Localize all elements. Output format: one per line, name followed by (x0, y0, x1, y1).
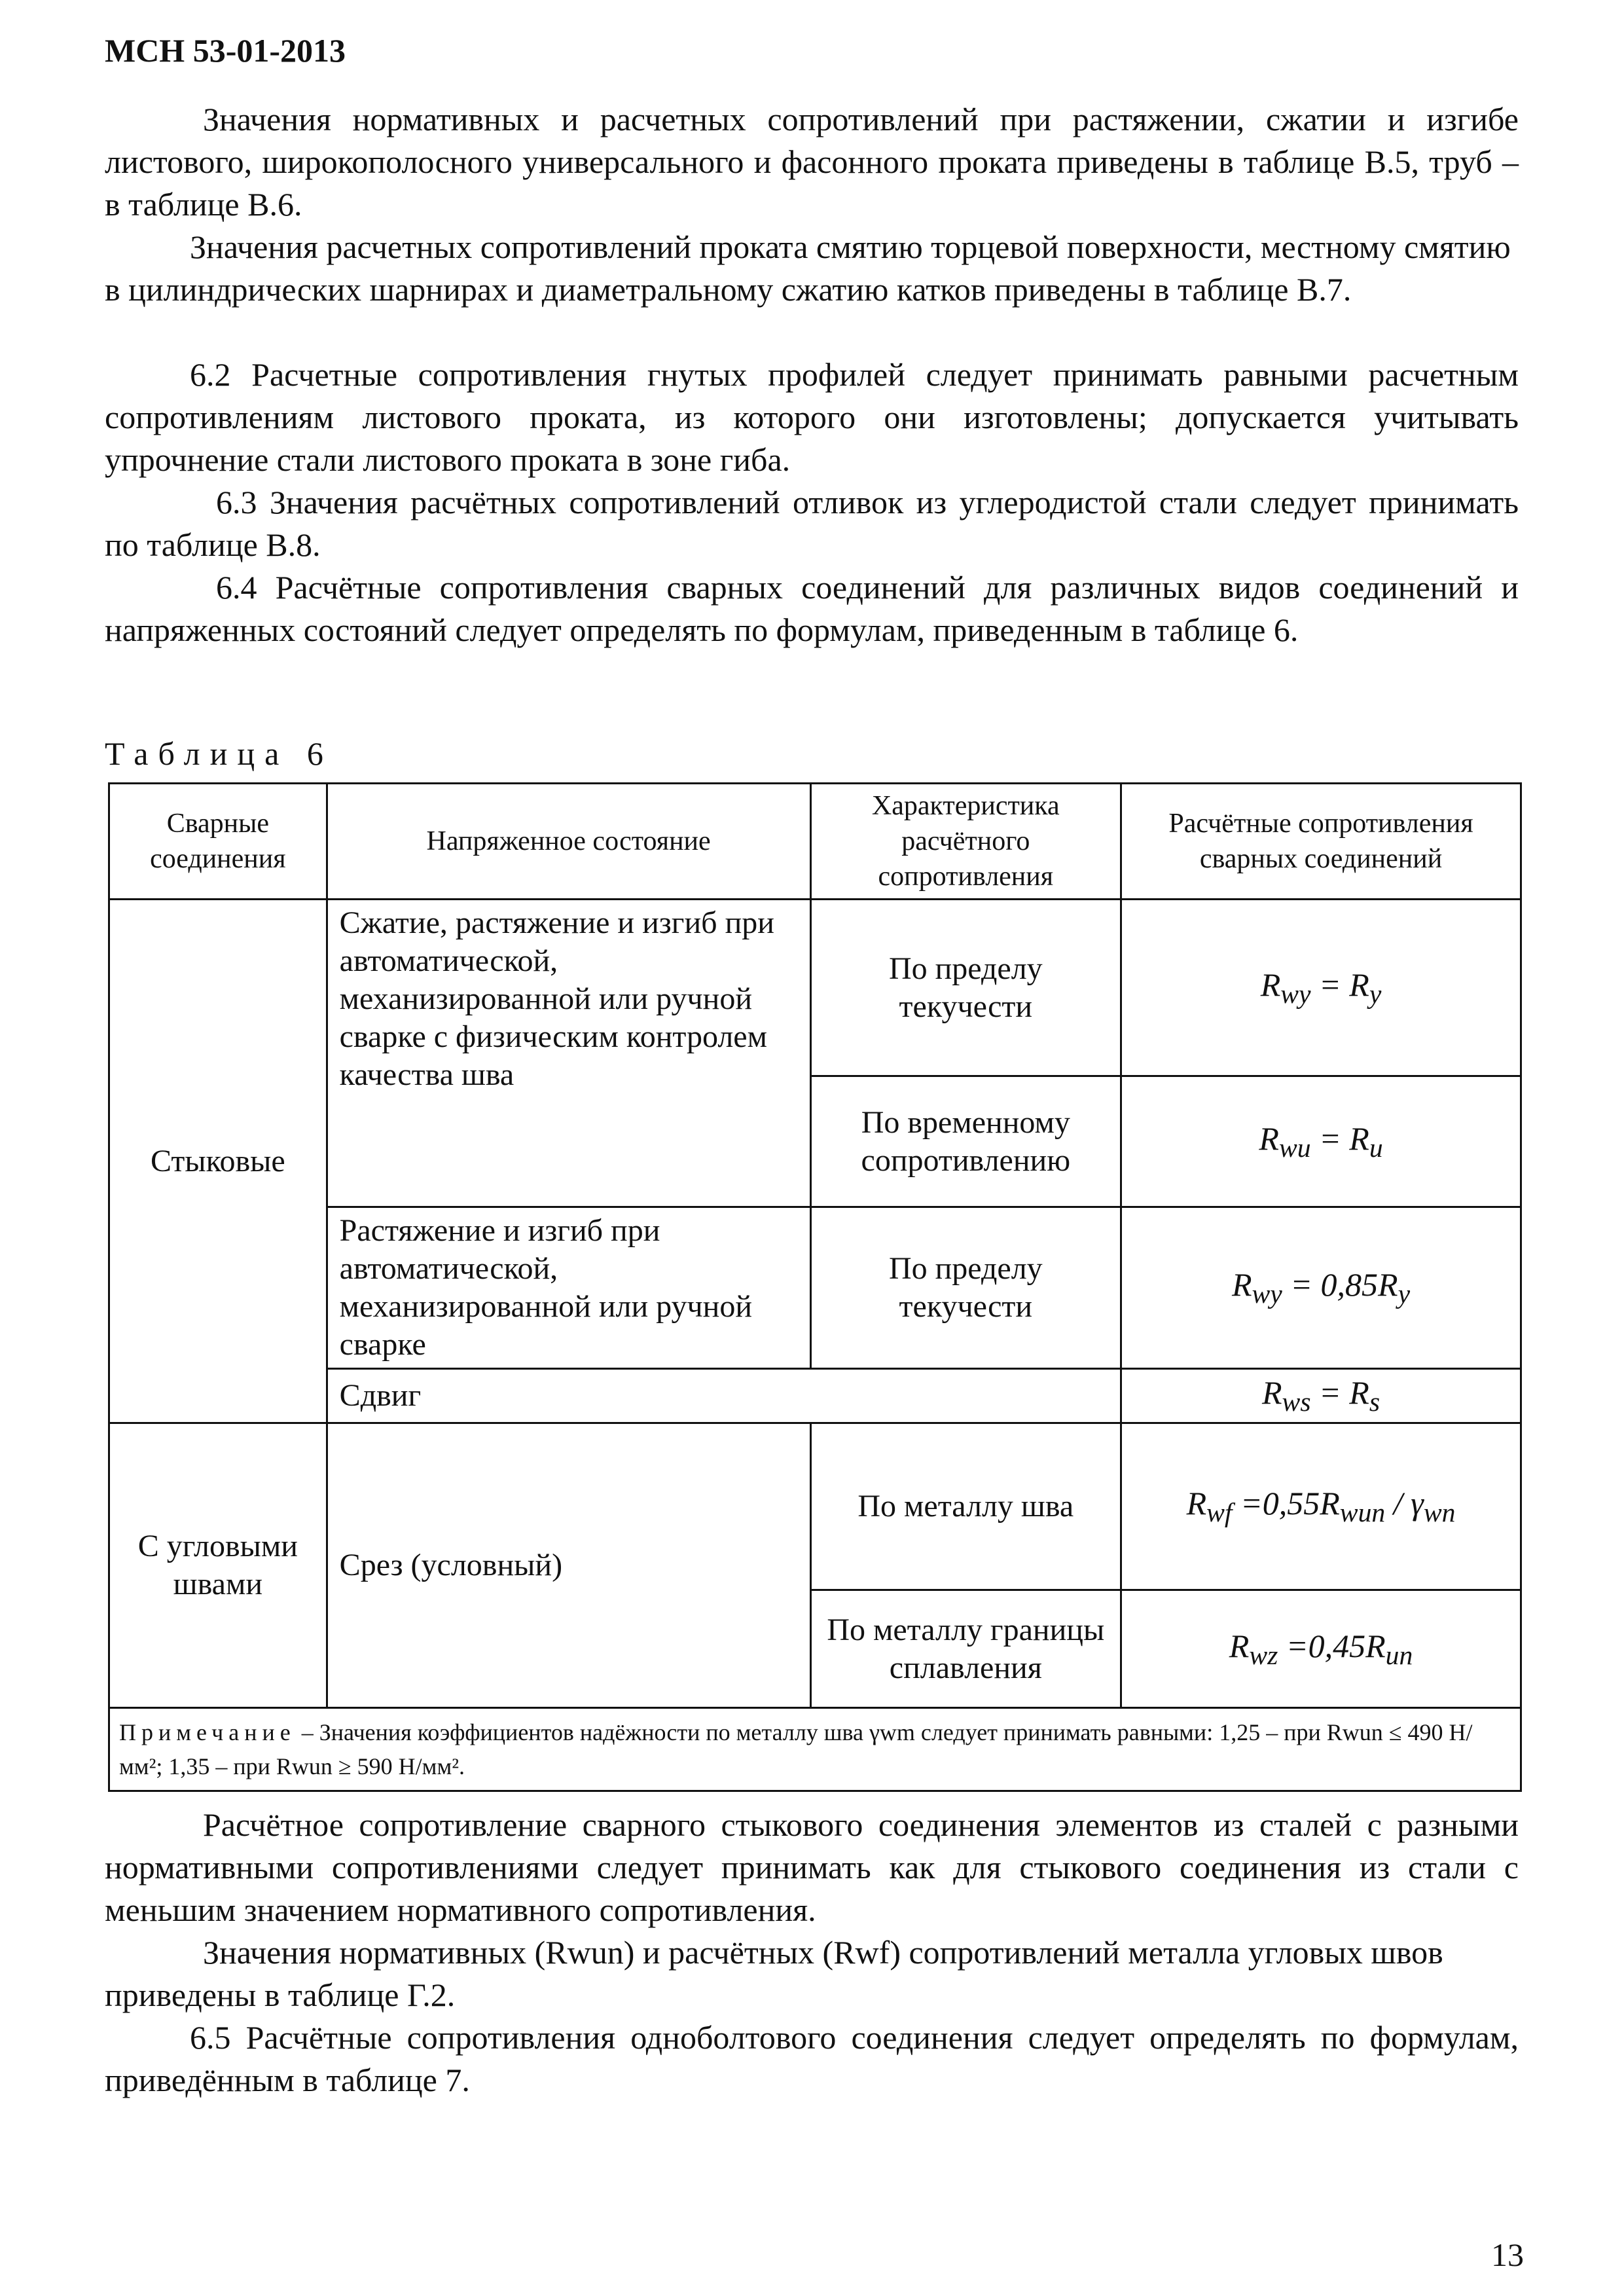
header-resistance-characteristic: Характеристика расчётного сопротивления (810, 784, 1121, 900)
formula-rwu-ru: $R_{wu} = R_u$ (1121, 1076, 1521, 1207)
group-fillet-welds: С угловыми швами (109, 1423, 327, 1708)
table-note-row (109, 1708, 1521, 1791)
table-row (109, 900, 1521, 1076)
stress-state-cut: Срез (условный) (327, 1423, 810, 1708)
note-label: Примечание (119, 1719, 296, 1745)
stress-state-tension: Растяжение и изгиб при автоматической, механизированной или ручной сварке (327, 1207, 810, 1369)
group-butt-welds: Стыковые (109, 900, 327, 1423)
paragraph-fillet-weld-values: Значения нормативных (Rwun) и расчётных (Rwf) сопротивлений металла угловых швов приведены в таблице Г.2. (105, 1934, 1443, 2013)
characteristic-yield-2: По пределу текучести (810, 1207, 1121, 1369)
document-header: МСН 53-01-2013 (105, 32, 346, 69)
note-text: – Значения коэффициентов надёжности по металлу шва γwm следует принимать равными: 1,25 – при Rwun ≤ 490 Н/мм²; 1,35 – при Rwun ≥ 590 Н/мм². (119, 1719, 1473, 1779)
characteristic-fusion-boundary: По металлу границы сплавления (810, 1590, 1121, 1708)
formula-rws-rs: $R_{ws} = R_s$ (1121, 1369, 1521, 1423)
formula-rwf: $R_{wf} =0,55R_{wun} / \gamma_{wn}$ (1121, 1423, 1521, 1590)
characteristic-weld-metal: По металлу шва (810, 1423, 1121, 1590)
stress-state-shear: Сдвиг (327, 1369, 1121, 1423)
paragraph-6-4: 6.4 Расчётные сопротивления сварных соединений для различных видов соединений и напряженных состояний следует определять по формулам, приведенным в таблице 6. (105, 569, 1519, 648)
stress-state-compression: Сжатие, растяжение и изгиб при автоматической, механизированной или ручной сварке с физическим контролем качества шва (327, 900, 810, 1207)
paragraph-6-3: 6.3 Значения расчётных сопротивлений отливок из углеродистой стали следует принимать по таблице В.8. (105, 484, 1519, 563)
paragraph-6-2: 6.2 Расчетные сопротивления гнутых профилей следует принимать равными расчетным сопротивлениям листового проката, из которого они изготовлены; допускается учитывать упрочнение стали листового проката в зоне гиба. (105, 356, 1519, 478)
formula-rwy-ry: $R_{wy} = R_y$ (1121, 900, 1521, 1076)
characteristic-ultimate: По временному сопротивлению (810, 1076, 1121, 1207)
weld-resistance-table (108, 782, 1522, 1792)
paragraph-butt-joint-resistance: Расчётное сопротивление сварного стыкового соединения элементов из сталей с разными нормативными сопротивлениями следует принимать как для стыкового соединения из стали с меньшим значением нормативного сопротивления. (105, 1806, 1519, 1928)
page-number: 13 (1491, 2236, 1524, 2273)
table-header-row (109, 784, 1521, 900)
header-weld-resistances: Расчётные сопротивления сварных соединений (1121, 784, 1521, 900)
paragraph-values-bearing: Значения расчетных сопротивлений проката смятию торцевой поверхности, местному смятию в цилиндрических шарнирах и диаметральному сжатию катков приведены в таблице В.7. (105, 228, 1511, 308)
header-stress-state: Напряженное состояние (327, 784, 810, 900)
paragraph-6-5: 6.5 Расчётные сопротивления одноболтового соединения следует определять по формулам, приведённым в таблице 7. (105, 2019, 1519, 2098)
characteristic-yield: По пределу текучести (810, 900, 1121, 1076)
table-row (109, 1423, 1521, 1590)
paragraph-values-tension: Значения нормативных и расчетных сопротивлений при растяжении, сжатии и изгибе листового, широкополосного универсального и фасонного проката приведены в таблице В.5, труб – в таблице В.6. (105, 101, 1519, 223)
header-welded-joints: Сварные соединения (109, 784, 327, 900)
table-caption: Таблица 6 (105, 735, 333, 772)
table-note (109, 1708, 1521, 1791)
formula-rwy-085ry: $R_{wy} = 0,85R_y$ (1121, 1207, 1521, 1369)
formula-rwz: $R_{wz} =0,45R_{un}$ (1121, 1590, 1521, 1708)
